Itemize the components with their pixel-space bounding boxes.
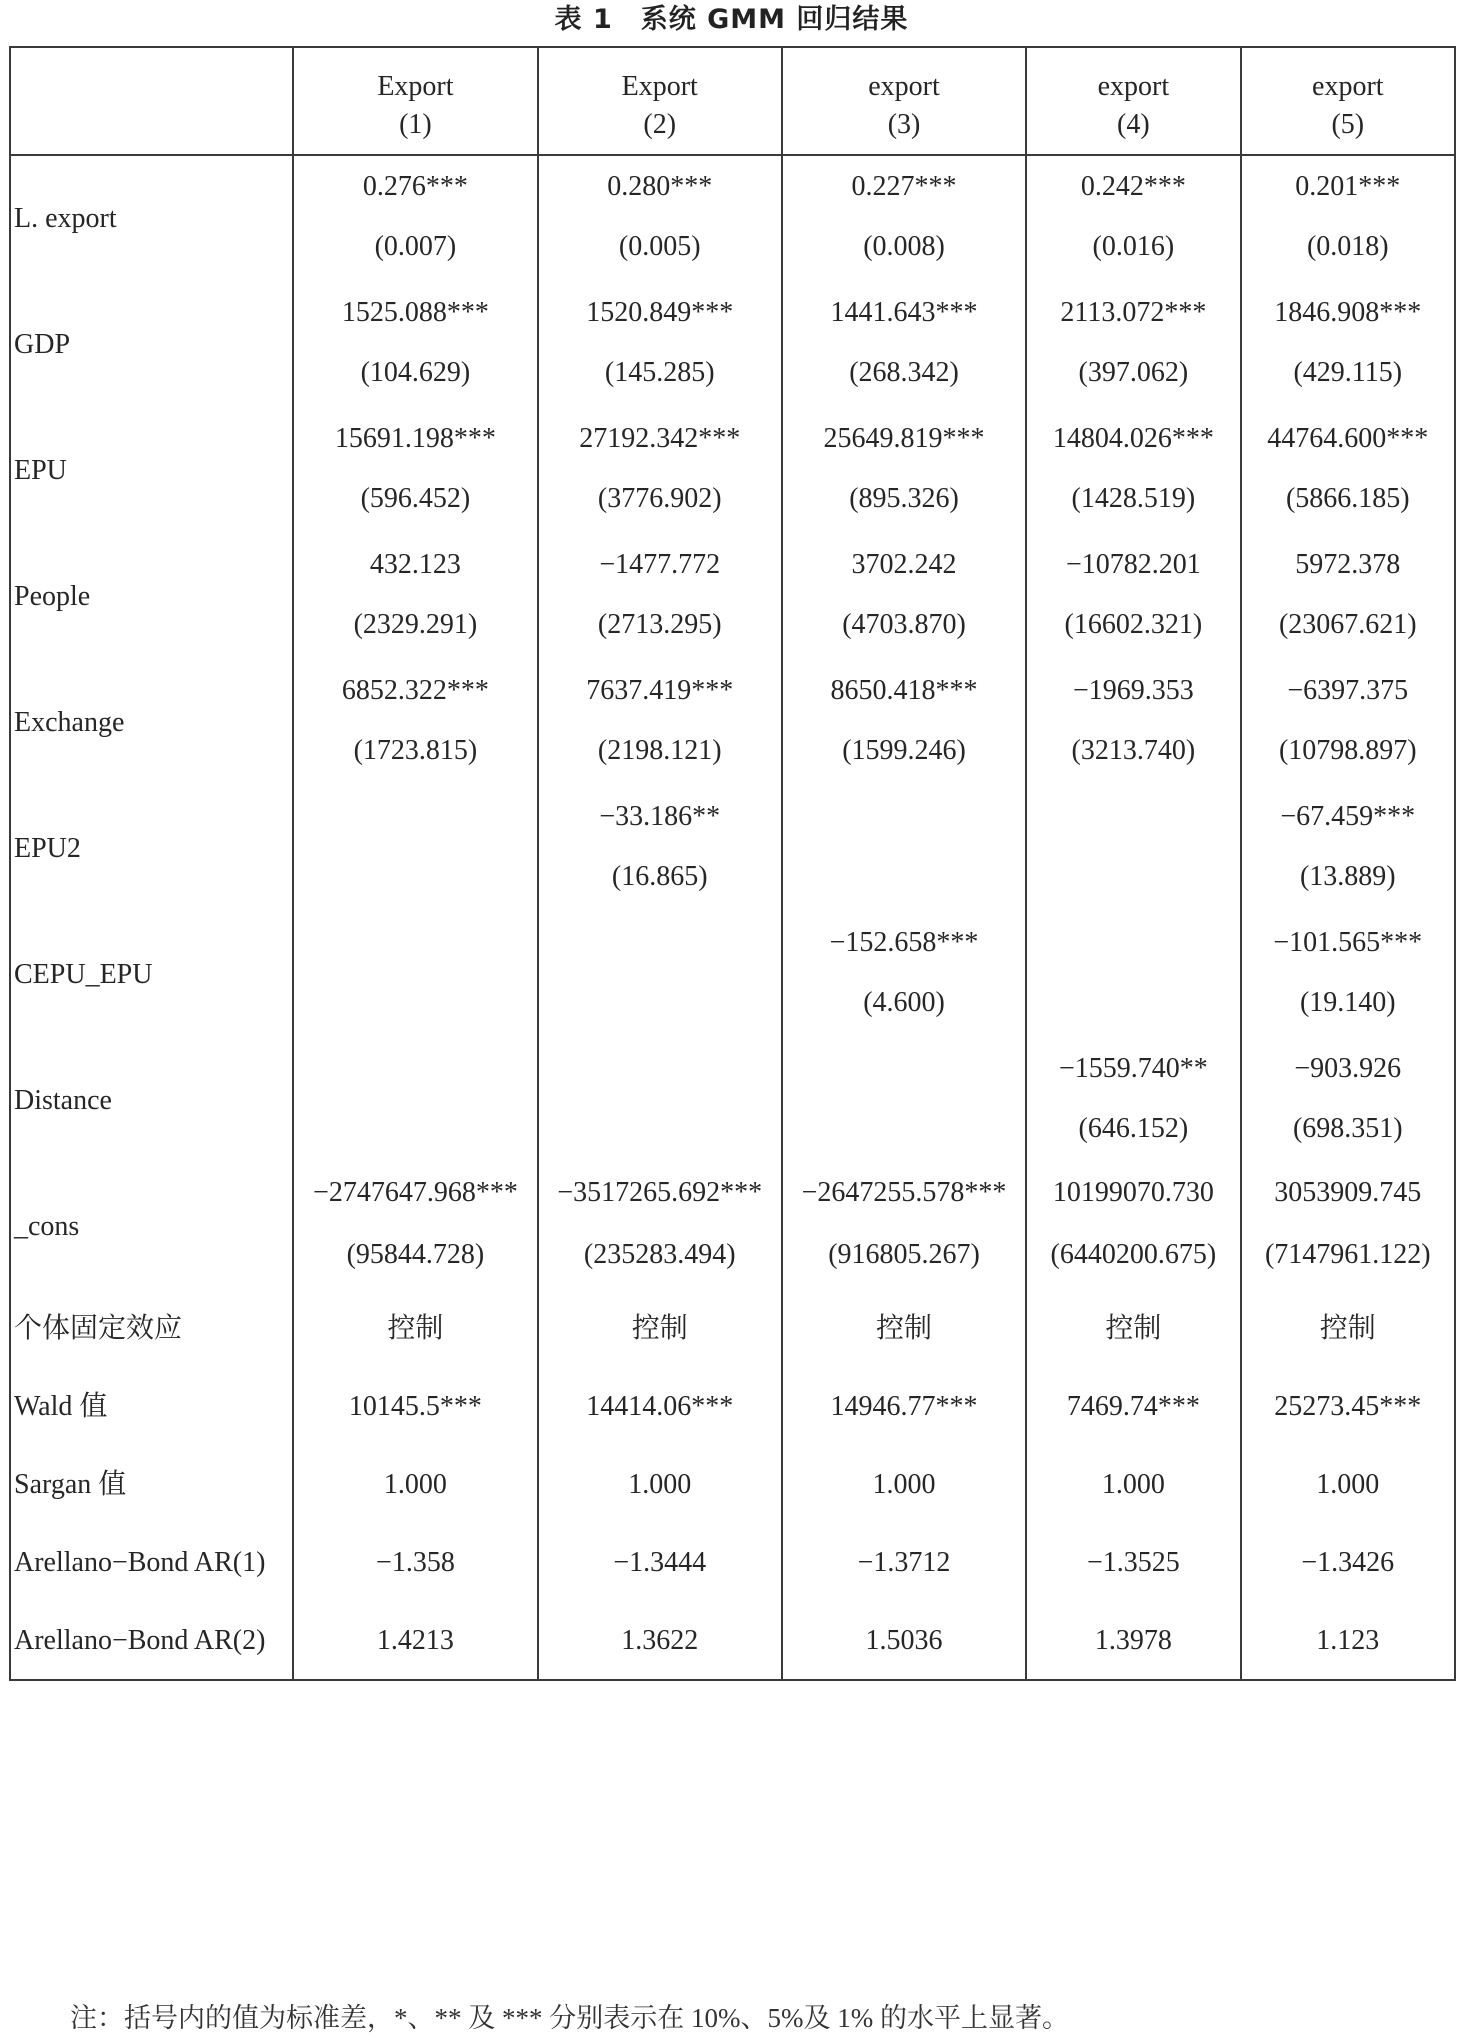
value-cell bbox=[1241, 155, 1455, 282]
row-label: Sargan 值 bbox=[10, 1446, 293, 1524]
standard-error: (13.889) bbox=[1299, 861, 1396, 892]
coefficient: 1441.643*** bbox=[830, 297, 978, 328]
stat-row-sargan bbox=[10, 1446, 1455, 1524]
standard-error: (4703.870) bbox=[842, 609, 966, 640]
stat-cell: −1.3525 bbox=[1026, 1524, 1240, 1602]
coefficient: 44764.600*** bbox=[1267, 423, 1429, 454]
standard-error: (95844.728) bbox=[346, 1239, 485, 1270]
coefficient: 10199070.730 bbox=[1052, 1177, 1214, 1208]
coefficient: −1969.353 bbox=[1072, 675, 1194, 706]
column-number: (2) bbox=[643, 109, 677, 140]
value-cell bbox=[1026, 1038, 1240, 1164]
standard-error: (2198.121) bbox=[597, 735, 722, 766]
value-cell bbox=[293, 155, 537, 282]
value-cell bbox=[782, 1164, 1026, 1290]
coefficient: −152.658*** bbox=[829, 927, 979, 958]
coefficient: −10782.201 bbox=[1065, 549, 1201, 580]
standard-error: (698.351) bbox=[1292, 1113, 1403, 1144]
stat-cell: 1.3978 bbox=[1026, 1602, 1240, 1680]
coefficient: −67.459*** bbox=[1280, 801, 1416, 832]
value-cell bbox=[1241, 408, 1455, 534]
stat-cell: 控制 bbox=[1241, 1290, 1455, 1368]
value-cell bbox=[1241, 660, 1455, 786]
column-number: (4) bbox=[1117, 109, 1150, 140]
standard-error: (0.018) bbox=[1306, 231, 1389, 262]
coefficient: 3053909.745 bbox=[1274, 1177, 1422, 1208]
value-cell bbox=[782, 408, 1026, 534]
standard-error: (23067.621) bbox=[1278, 609, 1417, 640]
value-cell bbox=[538, 660, 782, 786]
value-cell bbox=[293, 282, 537, 408]
stat-cell: −1.3426 bbox=[1241, 1524, 1455, 1602]
standard-error: (1428.519) bbox=[1071, 483, 1196, 514]
stat-cell: 10145.5*** bbox=[293, 1368, 537, 1446]
standard-error: (268.342) bbox=[849, 357, 959, 388]
regression-table bbox=[9, 46, 1456, 1681]
coefficient: 0.276*** bbox=[362, 171, 468, 202]
stat-cell: 控制 bbox=[538, 1290, 782, 1368]
coefficient: −903.926 bbox=[1294, 1053, 1402, 1084]
row-label: Arellano−Bond AR(1) bbox=[10, 1524, 293, 1602]
stat-cell: 控制 bbox=[782, 1290, 1026, 1368]
coefficient: 0.280*** bbox=[607, 171, 713, 202]
coefficient: −2647255.578*** bbox=[801, 1177, 1007, 1208]
standard-error: (6440200.675) bbox=[1050, 1239, 1217, 1270]
value-cell bbox=[782, 282, 1026, 408]
value-cell bbox=[293, 1164, 537, 1290]
row-label: EPU bbox=[10, 408, 293, 534]
standard-error: (397.062) bbox=[1078, 357, 1189, 388]
standard-error: (145.285) bbox=[604, 357, 715, 388]
coefficient: −1477.772 bbox=[599, 549, 721, 580]
variable-row-l-export bbox=[10, 155, 1455, 282]
header-cell bbox=[538, 47, 782, 155]
row-label: Arellano−Bond AR(2) bbox=[10, 1602, 293, 1680]
row-label: CEPU_EPU bbox=[10, 912, 293, 1038]
standard-error: (16.865) bbox=[611, 861, 708, 892]
value-cell bbox=[1241, 912, 1455, 1038]
stat-cell: 7469.74*** bbox=[1026, 1368, 1240, 1446]
coefficient: 2113.072*** bbox=[1060, 297, 1207, 328]
variable-row-epu bbox=[10, 408, 1455, 534]
row-label: EPU2 bbox=[10, 786, 293, 912]
variable-row-cons bbox=[10, 1164, 1455, 1290]
variable-row-people bbox=[10, 534, 1455, 660]
table-footnote: 注：括号内的值为标准差，*、** 及 *** 分别表示在 10%、5%及 1% 的水平上显著。 bbox=[70, 2003, 1069, 2033]
header-row bbox=[10, 47, 1455, 155]
value-cell bbox=[538, 912, 782, 1038]
column-number: (1) bbox=[399, 109, 432, 140]
value-cell bbox=[538, 408, 782, 534]
value-cell bbox=[1241, 534, 1455, 660]
value-cell bbox=[1026, 408, 1240, 534]
stat-row-wald bbox=[10, 1368, 1455, 1446]
standard-error: (4.600) bbox=[863, 987, 945, 1018]
row-label: Exchange bbox=[10, 660, 293, 786]
stat-cell: 14946.77*** bbox=[782, 1368, 1026, 1446]
standard-error: (3776.902) bbox=[597, 483, 722, 514]
coefficient: 6852.322*** bbox=[341, 675, 489, 706]
value-cell bbox=[538, 1038, 782, 1164]
standard-error: (19.140) bbox=[1299, 987, 1396, 1018]
value-cell bbox=[293, 408, 537, 534]
column-name: export bbox=[1312, 71, 1384, 102]
standard-error: (5866.185) bbox=[1285, 483, 1410, 514]
standard-error: (16602.321) bbox=[1064, 609, 1203, 640]
value-cell bbox=[293, 534, 537, 660]
standard-error: (916805.267) bbox=[828, 1239, 980, 1270]
coefficient: 1525.088*** bbox=[341, 297, 489, 328]
value-cell bbox=[538, 534, 782, 660]
standard-error: (646.152) bbox=[1078, 1113, 1189, 1144]
table-title: 表 1 系统 GMM 回归结果 bbox=[554, 4, 909, 35]
value-cell bbox=[293, 786, 537, 912]
value-cell bbox=[293, 912, 537, 1038]
value-cell bbox=[293, 1038, 537, 1164]
value-cell bbox=[1241, 1164, 1455, 1290]
standard-error: (235283.494) bbox=[583, 1239, 736, 1270]
coefficient: 432.123 bbox=[369, 549, 461, 580]
header-cell bbox=[1026, 47, 1240, 155]
value-cell bbox=[1026, 282, 1240, 408]
variable-row-epu2 bbox=[10, 786, 1455, 912]
value-cell bbox=[1241, 1038, 1455, 1164]
stat-cell: 1.000 bbox=[782, 1446, 1026, 1524]
header-cell bbox=[782, 47, 1026, 155]
coefficient: 5972.378 bbox=[1295, 549, 1401, 580]
standard-error: (2713.295) bbox=[597, 609, 722, 640]
stat-row-fixed-effects bbox=[10, 1290, 1455, 1368]
stat-cell: 1.123 bbox=[1241, 1602, 1455, 1680]
standard-error: (10798.897) bbox=[1278, 735, 1417, 766]
value-cell bbox=[1026, 1164, 1240, 1290]
coefficient: −6397.375 bbox=[1287, 675, 1409, 706]
coefficient: −33.186** bbox=[599, 801, 721, 832]
value-cell bbox=[1026, 660, 1240, 786]
value-cell bbox=[782, 912, 1026, 1038]
stat-cell: 1.5036 bbox=[782, 1602, 1026, 1680]
stat-cell: 1.3622 bbox=[538, 1602, 782, 1680]
coefficient: 25649.819*** bbox=[823, 423, 985, 454]
value-cell bbox=[782, 1038, 1026, 1164]
variable-row-exchange bbox=[10, 660, 1455, 786]
stat-cell: 1.000 bbox=[1026, 1446, 1240, 1524]
value-cell bbox=[1026, 786, 1240, 912]
standard-error: (1599.246) bbox=[842, 735, 966, 766]
column-name: Export bbox=[377, 71, 454, 102]
stat-row-ar1 bbox=[10, 1524, 1455, 1602]
value-cell bbox=[1026, 534, 1240, 660]
standard-error: (104.629) bbox=[360, 357, 471, 388]
coefficient: 3702.242 bbox=[851, 549, 957, 580]
header-corner-cell bbox=[10, 47, 293, 155]
coefficient: 27192.342*** bbox=[579, 423, 741, 454]
coefficient: 1846.908*** bbox=[1274, 297, 1422, 328]
row-label: GDP bbox=[10, 282, 293, 408]
standard-error: (429.115) bbox=[1293, 357, 1403, 388]
stat-cell: 控制 bbox=[293, 1290, 537, 1368]
variable-row-distance bbox=[10, 1038, 1455, 1164]
row-label: 个体固定效应 bbox=[10, 1290, 293, 1368]
coefficient: 1520.849*** bbox=[586, 297, 734, 328]
standard-error: (0.016) bbox=[1092, 231, 1175, 262]
coefficient: 0.242*** bbox=[1080, 171, 1186, 202]
column-number: (5) bbox=[1331, 109, 1365, 140]
header-cell bbox=[293, 47, 537, 155]
variable-row-gdp bbox=[10, 282, 1455, 408]
row-label: L. export bbox=[10, 155, 293, 282]
row-label: _cons bbox=[10, 1164, 293, 1290]
value-cell bbox=[538, 1164, 782, 1290]
value-cell bbox=[782, 534, 1026, 660]
value-cell bbox=[782, 155, 1026, 282]
value-cell bbox=[538, 282, 782, 408]
coefficient: 0.227*** bbox=[851, 171, 957, 202]
coefficient: −3517265.692*** bbox=[557, 1177, 763, 1208]
stat-cell: 1.000 bbox=[538, 1446, 782, 1524]
coefficient: −1559.740** bbox=[1058, 1053, 1208, 1084]
column-name: export bbox=[1097, 71, 1170, 102]
standard-error: (3213.740) bbox=[1071, 735, 1196, 766]
stat-cell: 控制 bbox=[1026, 1290, 1240, 1368]
value-cell bbox=[1026, 155, 1240, 282]
coefficient: 0.201*** bbox=[1295, 171, 1401, 202]
variable-row-cepu-epu bbox=[10, 912, 1455, 1038]
value-cell bbox=[782, 660, 1026, 786]
standard-error: (7147961.122) bbox=[1264, 1239, 1431, 1270]
stat-cell: 25273.45*** bbox=[1241, 1368, 1455, 1446]
value-cell bbox=[538, 786, 782, 912]
value-cell bbox=[293, 660, 537, 786]
standard-error: (0.008) bbox=[863, 231, 945, 262]
column-name: Export bbox=[621, 71, 698, 102]
standard-error: (0.005) bbox=[618, 231, 701, 262]
value-cell bbox=[1026, 912, 1240, 1038]
value-cell bbox=[538, 155, 782, 282]
column-number: (3) bbox=[887, 109, 921, 140]
stat-cell: 14414.06*** bbox=[538, 1368, 782, 1446]
value-cell bbox=[1241, 282, 1455, 408]
stat-row-ar2 bbox=[10, 1602, 1455, 1680]
stat-cell: 1.000 bbox=[293, 1446, 537, 1524]
column-name: export bbox=[868, 71, 940, 102]
stat-cell: −1.358 bbox=[293, 1524, 537, 1602]
row-label: Distance bbox=[10, 1038, 293, 1164]
stat-cell: −1.3712 bbox=[782, 1524, 1026, 1602]
stat-cell: 1.4213 bbox=[293, 1602, 537, 1680]
header-cell bbox=[1241, 47, 1455, 155]
value-cell bbox=[1241, 786, 1455, 912]
coefficient: −101.565*** bbox=[1273, 927, 1423, 958]
row-label: Wald 值 bbox=[10, 1368, 293, 1446]
coefficient: 14804.026*** bbox=[1052, 423, 1214, 454]
standard-error: (2329.291) bbox=[353, 609, 478, 640]
stat-cell: −1.3444 bbox=[538, 1524, 782, 1602]
standard-error: (596.452) bbox=[360, 483, 471, 514]
coefficient: 7637.419*** bbox=[586, 675, 734, 706]
coefficient: 8650.418*** bbox=[830, 675, 978, 706]
coefficient: −2747647.968*** bbox=[313, 1177, 518, 1208]
value-cell bbox=[782, 786, 1026, 912]
standard-error: (1723.815) bbox=[353, 735, 478, 766]
standard-error: (895.326) bbox=[849, 483, 959, 514]
stat-cell: 1.000 bbox=[1241, 1446, 1455, 1524]
row-label: People bbox=[10, 534, 293, 660]
coefficient: 15691.198*** bbox=[334, 423, 496, 454]
standard-error: (0.007) bbox=[374, 231, 457, 262]
